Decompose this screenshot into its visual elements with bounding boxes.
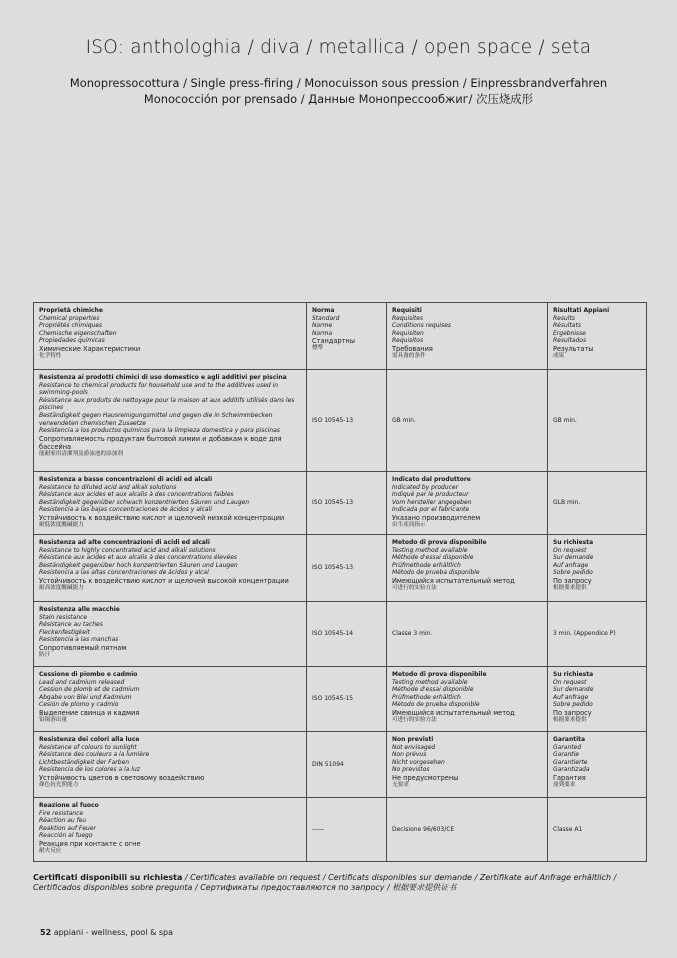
property-cn: 能耐家用清潔剂及游泳池的添加剂 bbox=[39, 450, 123, 457]
results-cell bbox=[548, 472, 647, 535]
property-line: Resistencia de los colores a la luz bbox=[39, 766, 140, 774]
property-cell bbox=[34, 798, 307, 862]
norm-cell bbox=[307, 602, 387, 667]
header-requisites-de: Requisiten bbox=[392, 329, 424, 337]
property-cn: 铅镉溶出量 bbox=[39, 716, 67, 723]
norm-cell bbox=[307, 370, 387, 472]
results-line: Sobre pedido bbox=[553, 569, 593, 577]
requisites-title: Non previsti bbox=[392, 736, 434, 743]
requisites-line: Not envisaged bbox=[392, 743, 436, 751]
header-property-en: Chemical properties bbox=[39, 314, 100, 322]
results-value: 3 min. (Appendice P) bbox=[553, 630, 616, 638]
property-cell bbox=[34, 472, 307, 535]
header-results-cn: 成果 bbox=[553, 352, 565, 359]
requisites-cell bbox=[387, 535, 548, 602]
requisites-line: Vom hersteller angegeben bbox=[392, 498, 472, 506]
table-row bbox=[34, 535, 647, 602]
property-title: Resistenza dei colori alla luce bbox=[39, 736, 140, 743]
subtitle-line-2: Monococción por prensado / Данные Монопрессообжиг/ 次压烧成形 bbox=[143, 92, 534, 106]
property-line: Beständigkeit gegen Hausreinigungsmittel und gegen die in Schwimmbecken verwendeten chemischen Zusaetze bbox=[39, 411, 273, 427]
requisites-line: Método de prueba disponible bbox=[392, 701, 480, 709]
property-line: Beständigkeit gegenüber hoch konzentrierten Säuren und Laugen bbox=[39, 561, 238, 569]
results-ru: Гарантия bbox=[553, 773, 586, 782]
property-line: Resistance of colours to sunlight bbox=[39, 743, 137, 751]
header-results-en: Results bbox=[553, 314, 575, 322]
norm-value: ISO 10545-13 bbox=[312, 499, 354, 507]
header-property-es: Propiedades químicas bbox=[39, 337, 105, 345]
norm-value: ISO 10545-15 bbox=[312, 695, 354, 703]
header-norm-title: Norma bbox=[312, 307, 335, 314]
property-line: Resistencia a las altas concentraciones de ácidos y alcal bbox=[39, 569, 209, 577]
results-line: On request bbox=[553, 678, 587, 686]
property-ru: Устойчивость к воздействию кислот и щелочей высокой концентрации bbox=[39, 576, 289, 585]
property-line: Réaction au feu bbox=[39, 817, 87, 825]
requisites-ru: Имеющийся испытательный метод bbox=[392, 708, 515, 717]
results-line: Garantierte bbox=[553, 758, 588, 766]
header-results-ru: Результаты bbox=[553, 344, 594, 353]
requisites-cell bbox=[387, 732, 548, 798]
results-cn: 根据要求提供 bbox=[553, 584, 587, 591]
requisites-cell bbox=[387, 370, 548, 472]
table-row bbox=[34, 667, 647, 732]
results-cell bbox=[548, 798, 647, 862]
property-line: Resistance to diluted acid and alkali solutions bbox=[39, 483, 177, 491]
requisites-line: Testing method available bbox=[392, 546, 468, 554]
property-title: Cessione di piombo e cadmio bbox=[39, 671, 138, 678]
subtitle-line-1: Monopressocottura / Single press-firing / Monocuisson sous pression / Einpressbrandverfahren bbox=[69, 76, 608, 90]
page-number: 52 bbox=[40, 928, 52, 937]
header-norm-cn: 標準 bbox=[312, 345, 324, 352]
table-row bbox=[34, 472, 647, 535]
requisites-cn: 由生產商指示 bbox=[392, 521, 426, 528]
property-cell bbox=[34, 602, 307, 667]
requisites-line: No previstos bbox=[392, 766, 430, 774]
property-ru: Устойчивость цветов в световому воздействию bbox=[39, 773, 205, 782]
requisites-line: Indicated by producer bbox=[392, 483, 459, 491]
requisites-ru: Имеющийся испытательный метод bbox=[392, 576, 515, 585]
requisites-value: Decisione 96/603/CE bbox=[392, 825, 455, 833]
requisites-title: Metodo di prova disponibile bbox=[392, 539, 487, 546]
property-line: Resistance to highly concentrated acid and alkali solutions bbox=[39, 546, 216, 554]
results-line: Sur demande bbox=[553, 554, 594, 562]
property-title: Resistenza ad alte concentrazioni di acidi ed alcali bbox=[39, 539, 210, 546]
property-title: Reazione al fuoco bbox=[39, 802, 99, 809]
requisites-line: Indicada por el fabricante bbox=[392, 506, 470, 514]
property-cn: 耐高浓度酸碱能力 bbox=[39, 584, 84, 591]
header-norm-en: Standard bbox=[312, 314, 340, 322]
requisites-cn: 可进行的实验方法 bbox=[392, 716, 437, 723]
requisites-cn: 可进行的实验方法 bbox=[392, 584, 437, 591]
results-title: Garantita bbox=[553, 736, 586, 743]
property-line: Resistance to chemical products for household use and to the additives used in swimming-pools bbox=[39, 381, 279, 397]
requisites-ru: Не предусмотрены bbox=[392, 773, 459, 782]
requisites-line: Méthode d'essai disponible bbox=[392, 686, 474, 694]
results-line: Garanted bbox=[553, 743, 582, 751]
requisites-line: Méthode d'essai disponible bbox=[392, 554, 474, 562]
norm-cell bbox=[307, 798, 387, 862]
property-line: Lead and cadmium released bbox=[39, 678, 125, 686]
property-line: Stain resistance bbox=[39, 613, 88, 621]
results-line: Auf anfrage bbox=[553, 561, 589, 569]
property-line: Resistencia a los productos químicos para la limpieza domestica y para piscinas bbox=[39, 427, 280, 435]
property-title: Resistenza ai prodotti chimici di uso domestico e agli additivi per piscina bbox=[39, 374, 287, 381]
property-ru: Сопротивляемый пятнам bbox=[39, 643, 127, 652]
results-line: Garantizada bbox=[553, 766, 590, 774]
header-property-cn: 化学特性 bbox=[39, 352, 62, 359]
requisites-title: Indicato dal produttore bbox=[392, 476, 471, 483]
header-requisites-fr: Conditions requises bbox=[392, 322, 452, 330]
page-footer bbox=[40, 928, 173, 937]
header-results-es: Resultados bbox=[553, 337, 587, 345]
norm-value: —— bbox=[312, 825, 324, 833]
table-row bbox=[34, 370, 647, 472]
requisites-line: Non prévus bbox=[392, 751, 427, 759]
property-cell bbox=[34, 535, 307, 602]
property-cell bbox=[34, 732, 307, 798]
property-cell bbox=[34, 370, 307, 472]
property-line: Résistance aux acides et aux alcalis à des concentrations faibles bbox=[39, 491, 234, 499]
header-norm-fr: Norme bbox=[312, 322, 333, 330]
results-cell bbox=[548, 370, 647, 472]
results-ru: По запросу bbox=[553, 708, 592, 717]
certificates-part-2: Certificados disponibles sobre pregunta / Сертификаты предоставляются по запросу / 根据要求提供证书 bbox=[33, 883, 457, 893]
header-requisites-cell bbox=[387, 303, 548, 370]
results-title: Su richiesta bbox=[553, 539, 594, 546]
norm-value: ISO 10545-13 bbox=[312, 416, 354, 424]
results-cn: 根据要求提供 bbox=[553, 716, 587, 723]
requisites-cell bbox=[387, 798, 548, 862]
header-requisites-ru: Требования bbox=[392, 344, 433, 353]
header-norm-ru: Стандартны bbox=[312, 337, 355, 346]
requisites-line: Indiqué par le producteur bbox=[392, 491, 469, 499]
header-property-fr: Propriétés chimiques bbox=[39, 322, 103, 330]
property-ru: Устойчивость к воздействию кислот и щелочей низкой концентрации bbox=[39, 513, 285, 522]
header-results-title: Risultati Appiani bbox=[553, 307, 610, 314]
property-cn: 耐火反应 bbox=[39, 847, 62, 854]
property-line: Abgabe von Blei und Kadmium bbox=[39, 693, 132, 701]
property-cn: 颜色抗光照能力 bbox=[39, 781, 79, 788]
header-requisites-en: Requisites bbox=[392, 314, 424, 322]
property-line: Resistencia a las bajas concentraciones de ácidos y alcali bbox=[39, 506, 212, 514]
norm-value: DIN 51094 bbox=[312, 760, 344, 768]
norm-value: ISO 10545-13 bbox=[312, 564, 354, 572]
header-results-de: Ergebnisse bbox=[553, 329, 586, 337]
chemical-properties-table bbox=[33, 302, 647, 862]
property-line: Résistance des couleurs a la lumière bbox=[39, 751, 150, 759]
page-subtitle bbox=[0, 75, 677, 107]
results-cell bbox=[548, 732, 647, 798]
property-line: Fleckenfestigkeit bbox=[39, 628, 91, 636]
requisites-title: Metodo di prova disponibile bbox=[392, 671, 487, 678]
results-line: Garantie bbox=[553, 751, 579, 759]
results-line: Sobre pedido bbox=[553, 701, 593, 709]
property-ru: Выделение свинца и кадмия bbox=[39, 708, 140, 717]
property-line: Fire resistance bbox=[39, 809, 84, 817]
results-cn: 達到要求 bbox=[553, 781, 576, 788]
requisites-line: Nicht vorgesehen bbox=[392, 758, 445, 766]
property-cn: 防汙 bbox=[39, 651, 51, 658]
header-results-cell bbox=[548, 303, 647, 370]
header-property-title: Proprietà chimiche bbox=[39, 307, 103, 314]
requisites-cell bbox=[387, 472, 548, 535]
certificates-lead: Certificati disponibili su richiesta bbox=[33, 873, 183, 882]
requisites-line: Testing method available bbox=[392, 678, 468, 686]
requisites-value: GB min. bbox=[392, 416, 416, 424]
results-line: Auf anfrage bbox=[553, 693, 589, 701]
norm-cell bbox=[307, 667, 387, 732]
results-value: GLB min. bbox=[553, 499, 581, 507]
header-property-cell bbox=[34, 303, 307, 370]
header-property-ru: Химические Характеристики bbox=[39, 344, 141, 353]
property-line: Résistance aux acides et aux alcalis à des concentrations élevées bbox=[39, 554, 238, 562]
norm-cell bbox=[307, 535, 387, 602]
page-footer-text: appiani - wellness, pool & spa bbox=[53, 928, 174, 937]
norm-cell bbox=[307, 732, 387, 798]
property-line: Reaktion auf Feuer bbox=[39, 824, 97, 832]
requisites-line: Prüfmethode erhältlich bbox=[392, 561, 461, 569]
property-line: Résistance aux produits de nettoyage pour la maison at aux additifs utilisés dans les piscines bbox=[39, 396, 295, 412]
header-requisites-cn: 需具备的条件 bbox=[392, 352, 426, 359]
property-ru: Реакция при контакте с огне bbox=[39, 839, 141, 848]
results-value: Classe A1 bbox=[553, 825, 583, 833]
results-cell bbox=[548, 667, 647, 732]
norm-cell bbox=[307, 472, 387, 535]
property-ru: Сопротивляемость продуктам бытовой химии и добавкам к воде для бассейна bbox=[39, 434, 282, 451]
requisites-cell bbox=[387, 667, 548, 732]
requisites-line: Prüfmethode erhältlich bbox=[392, 693, 461, 701]
results-cell bbox=[548, 535, 647, 602]
requisites-line: Método de prueba disponible bbox=[392, 569, 480, 577]
header-requisites-es: Requisitos bbox=[392, 337, 424, 345]
table-row bbox=[34, 602, 647, 667]
requisites-cn: 无要求 bbox=[392, 781, 409, 788]
requisites-cell bbox=[387, 602, 548, 667]
header-property-de: Chemische eigenschaften bbox=[39, 329, 117, 337]
results-cell bbox=[548, 602, 647, 667]
header-requisites-title: Requisiti bbox=[392, 307, 422, 314]
property-line: Cession de plomb et de cadmium bbox=[39, 686, 140, 694]
property-title: Resistenza a basse concentrazioni di acidi ed alcali bbox=[39, 476, 213, 483]
property-title: Resistenza alle macchie bbox=[39, 606, 120, 613]
header-norm-cell bbox=[307, 303, 387, 370]
property-line: Beständigkeit gegenüber schwach konzentrierten Säuren und Laugen bbox=[39, 498, 250, 506]
property-line: Résistance au taches bbox=[39, 621, 103, 629]
property-cell bbox=[34, 667, 307, 732]
table-row bbox=[34, 732, 647, 798]
results-title: Su richiesta bbox=[553, 671, 594, 678]
certificates-part-1: / Certificates available on request / Certificats disponibles sur demande / Zertifikate auf Anfrage erhältlich / bbox=[182, 873, 617, 882]
property-line: Resistencia a las manchas bbox=[39, 636, 119, 644]
table-row bbox=[34, 798, 647, 862]
norm-value: ISO 10545-14 bbox=[312, 630, 354, 638]
results-ru: По запросу bbox=[553, 576, 592, 585]
property-cn: 耐低浓度酸碱能力 bbox=[39, 521, 84, 528]
table-header-row bbox=[34, 303, 647, 370]
property-line: Reacción al fuego bbox=[39, 832, 93, 840]
certificates-note bbox=[33, 873, 653, 894]
requisites-ru: Указано производителем bbox=[392, 513, 481, 522]
property-line: Lichtbeständigkeit der Farben bbox=[39, 758, 130, 766]
property-line: Cesión de plomo y cadmio bbox=[39, 701, 119, 709]
header-results-fr: Résultats bbox=[553, 322, 581, 330]
results-value: GB min. bbox=[553, 416, 577, 424]
results-line: Sur demande bbox=[553, 686, 594, 694]
results-line: On request bbox=[553, 546, 587, 554]
header-norm-es: Norma bbox=[312, 329, 333, 337]
requisites-value: Classe 3 min. bbox=[392, 630, 433, 638]
page-title: ISO: anthologhia / diva / metallica / open space / seta bbox=[85, 37, 592, 58]
